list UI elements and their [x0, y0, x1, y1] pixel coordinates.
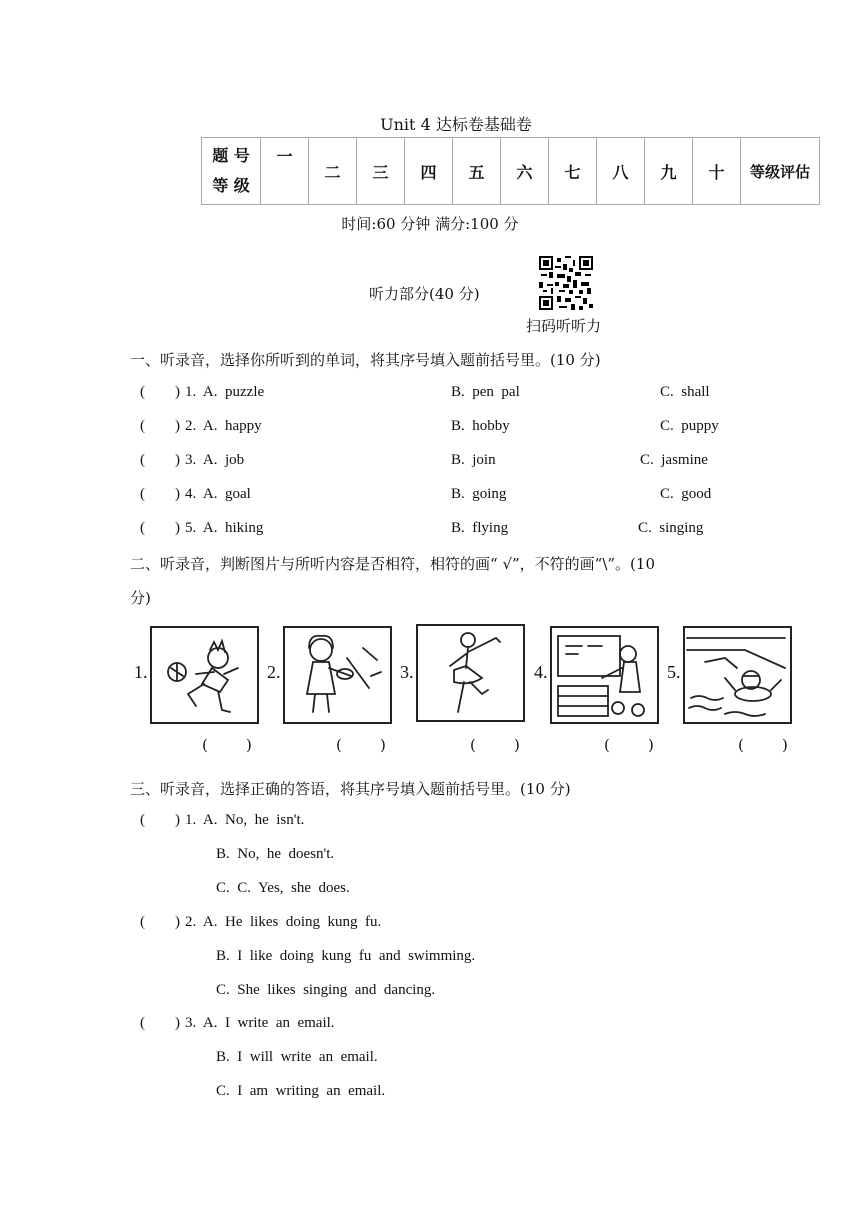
score-grade-label: 等级评估	[741, 138, 820, 205]
section-2-heading: 二、听录音，判断图片与所听内容是否相符，相符的画“ √”，不符的画“\”。(10	[130, 555, 655, 573]
picture-number: 5.	[667, 662, 681, 682]
score-col-8: 八	[597, 138, 645, 205]
answer-blank[interactable]: ( )	[140, 812, 180, 828]
swimmer-icon	[685, 628, 790, 722]
picture-number: 3.	[400, 662, 414, 682]
question-option-a: 2. A. He likes doing kung fu.	[185, 914, 382, 930]
scan-label: 扫码听听力	[526, 317, 602, 335]
teacher-blackboard-icon	[552, 628, 657, 722]
answer-blank[interactable]: ( )	[140, 384, 180, 400]
question-option-c: C. puppy	[660, 418, 719, 434]
question-option-a: 1. A. No, he isn't.	[185, 812, 305, 828]
question-option-b: B. join	[451, 452, 496, 468]
question-option-b: B. No, he doesn't.	[216, 846, 335, 862]
question-option-a: 4. A. goal	[185, 486, 251, 502]
picture-5	[683, 626, 792, 724]
page-title: Unit 4 达标卷基础卷	[380, 115, 532, 134]
listening-label: 听力部分(40 分)	[369, 285, 480, 303]
question-option-a: 2. A. happy	[185, 418, 262, 434]
answer-blank[interactable]: ( )	[140, 914, 180, 930]
soccer-player-icon	[152, 628, 257, 722]
score-col-3: 三	[357, 138, 405, 205]
answer-blank[interactable]: ( )	[140, 452, 180, 468]
picture-2	[283, 626, 392, 724]
picture-1-answer[interactable]: ( )	[202, 736, 252, 754]
answer-blank[interactable]: ( )	[140, 520, 180, 536]
question-option-c: C. C. Yes, she does.	[216, 880, 350, 896]
picture-5-answer[interactable]: ( )	[738, 736, 788, 754]
question-option-c: C. She likes singing and dancing.	[216, 982, 436, 998]
answer-blank[interactable]: ( )	[140, 418, 180, 434]
picture-number: 2.	[267, 662, 281, 682]
score-col-4: 四	[405, 138, 453, 205]
section-3-heading: 三、听录音，选择正确的答语，将其序号填入题前括号里。(10 分)	[130, 780, 571, 798]
question-option-b: B. pen pal	[451, 384, 520, 400]
score-col-7: 七	[549, 138, 597, 205]
picture-number: 4.	[534, 662, 548, 682]
question-option-c: C. singing	[638, 520, 704, 536]
score-table-row-labels: 题 号 等 级	[202, 138, 261, 205]
question-option-a: 3. A. job	[185, 452, 245, 468]
time-info: 时间:60 分钟 满分:100 分	[341, 215, 519, 233]
dancer-icon	[418, 626, 523, 720]
question-option-b: B. hobby	[451, 418, 510, 434]
question-option-b: B. I like doing kung fu and swimming.	[216, 948, 476, 964]
answer-blank[interactable]: ( )	[140, 1015, 180, 1031]
score-table	[201, 137, 820, 205]
score-col-10: 十	[693, 138, 741, 205]
violin-girl-icon	[285, 628, 390, 722]
score-col-2: 二	[309, 138, 357, 205]
question-option-a: 3. A. I write an email.	[185, 1015, 335, 1031]
picture-row	[130, 626, 810, 726]
question-option-c: C. I am writing an email.	[216, 1083, 386, 1099]
score-col-6: 六	[501, 138, 549, 205]
section-2-heading-cont: 分)	[130, 589, 151, 607]
question-option-b: B. going	[451, 486, 507, 502]
question-option-b: B. I will write an email.	[216, 1049, 378, 1065]
qr-code-icon[interactable]	[539, 256, 593, 310]
picture-2-answer[interactable]: ( )	[336, 736, 386, 754]
picture-3	[416, 624, 525, 722]
score-col-5: 五	[453, 138, 501, 205]
picture-1	[150, 626, 259, 724]
score-col-9: 九	[645, 138, 693, 205]
picture-3-answer[interactable]: ( )	[470, 736, 520, 754]
picture-4	[550, 626, 659, 724]
question-option-b: B. flying	[451, 520, 509, 536]
question-option-c: C. jasmine	[640, 452, 708, 468]
score-col-1: 一	[261, 138, 309, 205]
picture-number: 1.	[134, 662, 148, 682]
question-option-a: 1. A. puzzle	[185, 384, 265, 400]
picture-4-answer[interactable]: ( )	[604, 736, 654, 754]
question-option-c: C. shall	[660, 384, 710, 400]
question-option-c: C. good	[660, 486, 712, 502]
section-1-heading: 一、听录音，选择你所听到的单词，将其序号填入题前括号里。(10 分)	[130, 351, 601, 369]
question-option-a: 5. A. hiking	[185, 520, 264, 536]
answer-blank[interactable]: ( )	[140, 486, 180, 502]
